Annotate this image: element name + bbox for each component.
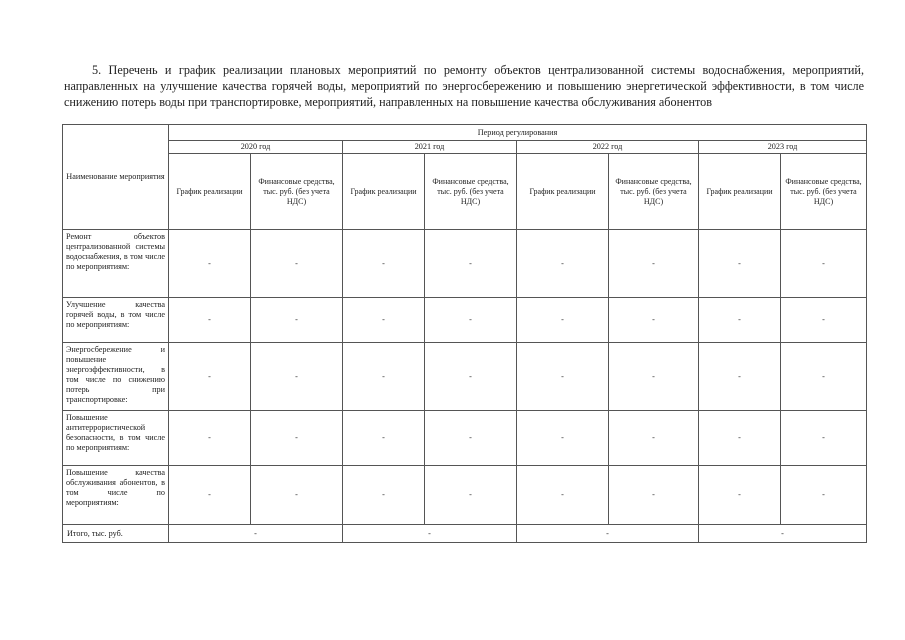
table-cell: -: [699, 230, 781, 298]
row-name: Повышение антитеррористической безопасности, в том числе по мероприятиям:: [63, 411, 169, 466]
table-cell: -: [781, 411, 867, 466]
year-header: 2021 год: [343, 141, 517, 154]
name-header: Наименование мероприятия: [63, 125, 169, 230]
table-cell: -: [169, 230, 251, 298]
row-name: Энергосбережение и повышение энергоэффективности, в том числе по снижению потерь при транспортировке:: [63, 343, 169, 411]
table-cell: -: [425, 343, 517, 411]
table-row: [63, 298, 867, 343]
table-cell: -: [251, 466, 343, 525]
row-name: Повышение качества обслуживания абонентов, в том числе по мероприятиям:: [63, 466, 169, 525]
table-cell: -: [251, 411, 343, 466]
table-row: [63, 411, 867, 466]
row-name: Улучшение качества горячей воды, в том числе по мероприятиям:: [63, 298, 169, 343]
table-cell: -: [169, 466, 251, 525]
table-cell: -: [425, 411, 517, 466]
table-cell: -: [517, 343, 609, 411]
table-cell: -: [343, 343, 425, 411]
plan-table: [62, 124, 867, 543]
table-cell: -: [781, 298, 867, 343]
schedule-header: График реализации: [517, 154, 609, 230]
table-cell: -: [425, 230, 517, 298]
table-cell: -: [609, 298, 699, 343]
table-cell: -: [517, 298, 609, 343]
schedule-header: График реализации: [169, 154, 251, 230]
table-row: [63, 466, 867, 525]
table-cell: -: [517, 230, 609, 298]
total-label: Итого, тыс. руб.: [63, 525, 169, 543]
section-heading: [64, 62, 864, 110]
table-cell: -: [517, 411, 609, 466]
table-row: [63, 230, 867, 298]
table-cell: -: [425, 298, 517, 343]
table-cell: -: [609, 411, 699, 466]
table-cell: -: [781, 230, 867, 298]
table-row: [63, 343, 867, 411]
finance-header: Финансовые средства, тыс. руб. (без учета НДС): [251, 154, 343, 230]
schedule-header: График реализации: [343, 154, 425, 230]
table-cell: -: [343, 298, 425, 343]
total-cell: -: [169, 525, 343, 543]
finance-header: Финансовые средства, тыс. руб. (без учета НДС): [425, 154, 517, 230]
table-cell: -: [169, 343, 251, 411]
table-cell: -: [517, 466, 609, 525]
total-cell: -: [517, 525, 699, 543]
year-header: 2022 год: [517, 141, 699, 154]
table-cell: -: [609, 466, 699, 525]
table-cell: -: [251, 343, 343, 411]
total-cell: -: [699, 525, 867, 543]
table-cell: -: [781, 466, 867, 525]
schedule-header: График реализации: [699, 154, 781, 230]
table-cell: -: [169, 298, 251, 343]
table-cell: -: [609, 230, 699, 298]
table-cell: -: [699, 343, 781, 411]
total-row: [63, 525, 867, 543]
table-cell: -: [699, 298, 781, 343]
table-cell: -: [169, 411, 251, 466]
table-cell: -: [699, 411, 781, 466]
table-cell: -: [343, 411, 425, 466]
period-header: Период регулирования: [169, 125, 867, 141]
section-heading-text: 5. Перечень и график реализации плановых мероприятий по ремонту объектов централизованной системы водоснабжения, мероприятий, направленных на улучшение качества горячей воды, мероприятий по энергосбережению и повышению энергетической эффективности, в том числе снижению потерь воды при транспортировке, мероприятий, направленных на повышение качества обслуживания абонентов: [64, 63, 864, 109]
table-cell: -: [699, 466, 781, 525]
year-header: 2023 год: [699, 141, 867, 154]
table-cell: -: [425, 466, 517, 525]
table-cell: -: [343, 230, 425, 298]
finance-header: Финансовые средства, тыс. руб. (без учета НДС): [609, 154, 699, 230]
year-header: 2020 год: [169, 141, 343, 154]
table-cell: -: [781, 343, 867, 411]
total-cell: -: [343, 525, 517, 543]
finance-header: Финансовые средства, тыс. руб. (без учета НДС): [781, 154, 867, 230]
table-cell: -: [251, 230, 343, 298]
row-name: Ремонт объектов централизованной системы водоснабжения, в том числе по мероприятиям:: [63, 230, 169, 298]
table-cell: -: [251, 298, 343, 343]
table-cell: -: [609, 343, 699, 411]
table-cell: -: [343, 466, 425, 525]
